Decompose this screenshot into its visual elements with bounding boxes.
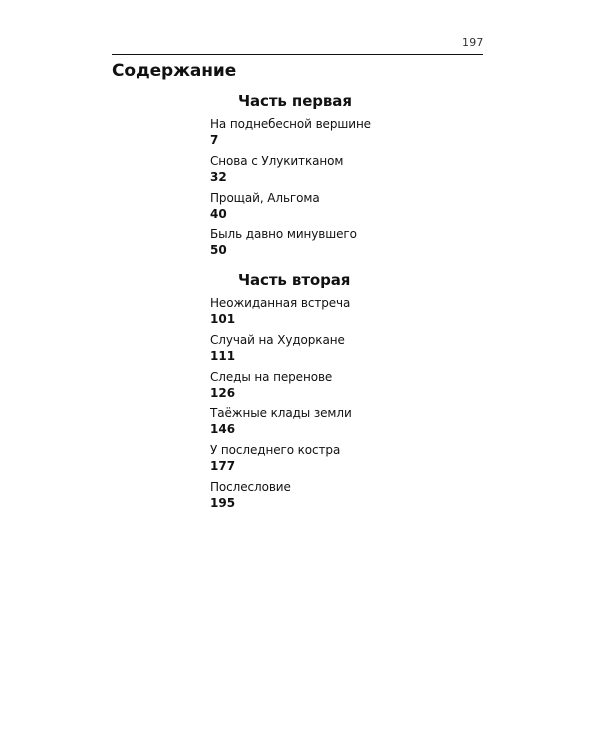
part-two-title: Часть вторая: [238, 271, 351, 289]
toc-entry-page: 101: [210, 312, 236, 326]
part-two-entries: [210, 295, 470, 516]
toc-entry-title: Неожиданная встреча: [210, 296, 351, 310]
toc-entry: [210, 295, 470, 332]
toc-entry-page: 126: [210, 385, 236, 400]
toc-entry-title: Быль давно минувшего: [210, 227, 357, 242]
toc-entry: [210, 369, 470, 406]
toc-entry-page: 195: [210, 495, 236, 510]
toc-entry: [210, 153, 470, 190]
toc-entry: [210, 405, 470, 442]
contents-title: Содержание: [112, 61, 237, 81]
part-one-entries: [210, 116, 470, 263]
toc-entry-title: Случай на Худоркане: [210, 332, 345, 347]
toc-entry-page: 40: [210, 206, 227, 221]
toc-entry-page: 32: [210, 169, 227, 184]
toc-entry-page: 146: [210, 422, 236, 437]
toc-entry-title: Снова с Улукитканом: [210, 153, 344, 168]
toc-entry: [210, 190, 470, 227]
toc-entry-title: На поднебесной вершине: [210, 117, 371, 131]
part-one-title: Часть первая: [238, 92, 352, 110]
toc-entry-page: 50: [210, 243, 227, 258]
toc-entry: [210, 226, 470, 263]
toc-entry: [210, 442, 470, 479]
toc-entry-page: 177: [210, 459, 236, 474]
toc-entry-title: Следы на перенове: [210, 369, 333, 384]
toc-entry-title: Послесловие: [210, 479, 291, 494]
toc-entry: [210, 332, 470, 369]
toc-entry: [210, 479, 470, 516]
toc-entry-title: Прощай, Альгома: [210, 190, 320, 205]
toc-entry: [210, 116, 470, 153]
page-number: 197: [462, 36, 484, 49]
toc-entry-page: 111: [210, 348, 236, 363]
toc-entry-page: 7: [210, 133, 219, 147]
header-rule: [112, 54, 483, 55]
toc-entry-title: Таёжные клады земли: [210, 406, 352, 421]
toc-entry-title: У последнего костра: [210, 443, 341, 458]
